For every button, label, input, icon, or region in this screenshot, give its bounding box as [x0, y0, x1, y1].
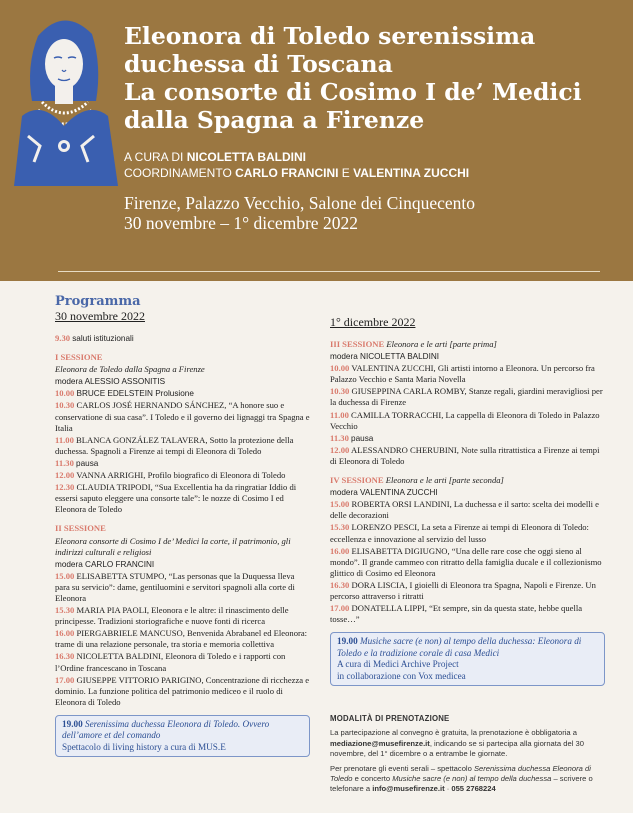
item-text: MARIA PIA PAOLI, Eleonora e le altre: il rinascimento delle principesse. Tradizioni storiografiche e nuove fonti di ricerca [55, 605, 289, 627]
session-label: IV SESSIONE [330, 475, 384, 486]
session-label: I SESSIONE [55, 352, 103, 363]
item-text: LORENZO PESCI, La seta a Firenze ai tempi di Eleonora di Toledo: eccellenza e innovazione al servizio del lusso [330, 522, 589, 544]
item-text: Eleonora e le arti [parte seconda] [385, 475, 504, 486]
item-text: CARLOS JOSÉ HERNANDO SÁNCHEZ, “A honore suo e conservatione di sua casa”. I Toledo e il governo dei lignaggi tra Spagna e Italia [55, 400, 310, 433]
divider [58, 271, 600, 272]
box-time: 19.00 [62, 718, 83, 729]
program-item [330, 445, 605, 467]
program-item [55, 571, 310, 604]
item-time: 16.00 [55, 628, 75, 639]
item-text: Eleonora de Toledo dalla Spagna a Firenze [55, 364, 205, 375]
info-email-link[interactable]: info@musefirenze.it [372, 784, 445, 794]
program-item [55, 628, 310, 650]
item-text: GIUSEPPINA CARLA ROMBY, Stanze regali, giardini meravigliosi per la duchessa di Firenze [330, 386, 603, 408]
box-title: Serenissima duchessa Eleonora di Toledo. Ovvero dell’amore et del comando [62, 718, 270, 741]
item-time: 9.30 [55, 333, 71, 343]
program-item [55, 376, 310, 387]
program-item [330, 386, 605, 408]
item-text: BRUCE EDELSTEIN Prolusione [76, 389, 194, 399]
event-dates: 30 novembre – 1° dicembre 2022 [124, 213, 358, 233]
program-item [55, 435, 310, 457]
booking-info [330, 714, 610, 799]
item-time: 16.30 [55, 651, 75, 662]
item-text: Eleonora e le arti [parte prima] [386, 339, 497, 349]
item-time: 10.30 [55, 400, 75, 411]
day1-items [55, 333, 310, 708]
program-item [55, 470, 310, 481]
program-item [330, 499, 605, 521]
box-subtitle: A cura di Medici Archive Project [337, 659, 459, 670]
box-title: Musiche sacre (e non) al tempo della duchessa: Eleonora di Toledo e la tradizione corale di casa Medici [337, 636, 582, 658]
item-time: 10.00 [55, 388, 75, 399]
spacer [55, 345, 310, 352]
day2-evening-box [330, 632, 605, 686]
box-subtitle: in collaborazione con Vox medicea [337, 670, 466, 681]
item-time: 17.00 [330, 603, 350, 614]
program-item [330, 580, 605, 602]
day2-items [330, 339, 605, 625]
item-time: 10.00 [330, 363, 350, 374]
title-line: Eleonora di Toledo serenissima [124, 22, 536, 50]
day1-date: 30 novembre 2022 [55, 309, 145, 323]
program-item [55, 400, 310, 433]
program-item [55, 651, 310, 673]
credits [124, 150, 624, 181]
spacer [55, 516, 310, 523]
item-time: 16.00 [330, 545, 350, 556]
title-line: duchessa di Toscana [124, 50, 393, 78]
item-text: CAMILLA TORRACCHI, La cappella di Eleonora di Toledo in Palazzo Vecchio [330, 409, 600, 431]
program-item [330, 363, 605, 385]
venue-dates [124, 193, 624, 233]
program-item [55, 388, 310, 399]
item-text: ELISABETTA STUMPO, “Las personas que la Duquessa lleva para su servicio”: dame, gentiluomini e servitori spagnoli alla corte di Eleonora [55, 570, 295, 603]
box-subtitle: Spettacolo di living history a cura di MUS.E [62, 741, 226, 752]
item-text: modera NICOLETTA BALDINI [330, 352, 440, 362]
item-time: 16.30 [330, 579, 350, 590]
program-item [330, 487, 605, 498]
program-item [55, 364, 310, 375]
item-text: VALENTINA ZUCCHI, Gli artisti intorno a Eleonora. Un percorso fra Palazzo Vecchio e Santa Maria Novella [330, 363, 595, 385]
item-text: NICOLETTA BALDINI, Eleonora di Toledo e i rapporti con l’Ordine francescano in Toscana [55, 651, 286, 673]
program-item [55, 536, 310, 558]
item-time: 12.30 [55, 482, 75, 493]
booking-heading: MODALITÀ DI PRENOTAZIONE [330, 714, 450, 723]
program-item [55, 523, 310, 534]
program-item [55, 458, 310, 469]
item-time: 11.00 [330, 409, 349, 420]
booking-email-link[interactable]: mediazione@musefirenze.it [330, 738, 430, 748]
item-time: 15.30 [55, 605, 75, 616]
item-text: VANNA ARRIGHI, Profilo biografico di Eleonora di Toledo [76, 470, 286, 481]
box-time: 19.00 [337, 636, 358, 647]
coordinator-name: CARLO FRANCINI [235, 165, 339, 180]
header-banner [0, 0, 633, 300]
item-text: saluti istituzionali [72, 334, 134, 343]
curator-name: NICOLETTA BALDINI [186, 150, 307, 164]
item-text: ELISABETTA DIGIUGNO, “Una delle rare cose che oggi sieno al mondo”. Il grande cammeo con ritratto della famiglia ducale e il collezionismo glittico di Cosimo ed Eleonora [330, 545, 602, 578]
item-text: pausa [76, 458, 99, 468]
program-item [55, 333, 310, 344]
event-title [124, 22, 624, 134]
program-item [55, 605, 310, 627]
program-item [330, 351, 605, 362]
curated-prefix: A CURA DI [124, 150, 187, 164]
item-time: 15.30 [330, 522, 350, 533]
item-time: 10.30 [330, 386, 350, 397]
day1-evening-box [55, 715, 310, 758]
item-time: 11.30 [330, 432, 349, 443]
item-text: pausa [351, 433, 374, 443]
item-text: BLANCA GONZÁLEZ TALAVERA, Sotto la protezione della duchessa. Spagnoli a Firenze ai tempi di Eleonora di Toledo [55, 434, 294, 456]
item-text: GIUSEPPE VITTORIO PARIGINO, Concentrazione di ricchezza e dominio. La funzione politica del patrimonio mediceo e il ruolo di Eleonora di Toledo [55, 674, 310, 707]
program-panel [0, 281, 633, 813]
item-text: DONATELLA LIPPI, “Et sempre, sin da questa state, hebbe quella tosse…” [330, 603, 583, 625]
item-time: 15.00 [330, 499, 350, 510]
session-label: II SESSIONE [55, 523, 106, 534]
spacer [330, 468, 605, 475]
coord-prefix: COORDINAMENTO [124, 165, 236, 180]
program-item [330, 475, 605, 486]
item-text: modera CARLO FRANCINI [55, 559, 155, 569]
session-label: III SESSIONE [330, 339, 385, 349]
day2-date: 1° dicembre 2022 [330, 315, 416, 329]
day2-column [330, 315, 605, 686]
item-text: PIERGABRIELE MANCUSO, Benvenida Abrabanel ed Eleonora: trame di una relazione personale, tra storia e memoria collettiva [55, 628, 308, 650]
item-text: ALESSANDRO CHERUBINI, Note sulla ritrattistica a Firenze ai tempi di Eleonora di Toledo [330, 444, 600, 466]
title-line: La consorte di Cosimo I de’ Medici [124, 78, 582, 106]
program-item [330, 603, 605, 625]
coordinator-name: VALENTINA ZUCCHI [353, 165, 470, 180]
item-text: modera ALESSIO ASSONITIS [55, 377, 166, 387]
item-time: 11.30 [55, 457, 74, 468]
phone-number[interactable]: 055 2768224 [451, 784, 496, 794]
program-item [330, 522, 605, 544]
title-line: dalla Spagna a Firenze [124, 106, 425, 134]
eleonora-portrait-image [8, 6, 120, 186]
program-item [55, 352, 310, 363]
item-time: 15.00 [55, 570, 75, 581]
item-time: 17.00 [55, 674, 75, 685]
booking-paragraph: Per prenotare gli eventi serali – spettacolo Serenissima duchessa Eleonora di Toledo e concerto Musiche sacre (e non) al tempo della duchessa – scrivere o telefonare a info@musefirenze.it · 055 2768224 [330, 763, 593, 794]
program-item [55, 482, 310, 515]
item-text: CLAUDIA TRIPODI, “Sua Excellentia ha da ringratiar Iddio di essersi saputo eleggere una consorte tale”: le nozze di Cosimo I ed Eleonora de Toledo [55, 482, 297, 515]
item-text: Eleonora consorte di Cosimo I de’ Medici la corte, il patrimonio, gli indirizzi culturali e religiosi [55, 535, 291, 557]
item-time: 12.00 [55, 470, 75, 481]
program-heading: Programma [55, 294, 141, 309]
program-item [330, 339, 605, 350]
item-text: ROBERTA ORSI LANDINI, La duchessa e il sarto: scelta dei modelli e delle decorazioni [330, 499, 599, 521]
program-item [330, 433, 605, 444]
item-time: 11.00 [55, 434, 74, 445]
program-item [330, 546, 605, 579]
program-item [330, 410, 605, 432]
item-text: modera VALENTINA ZUCCHI [330, 488, 438, 498]
venue: Firenze, Palazzo Vecchio, Salone dei Cinquecento [124, 193, 476, 213]
item-text: DORA LISCIA, I gioielli di Eleonora tra Spagna, Napoli e Firenze. Un percorso attraverso i ritratti [330, 579, 596, 601]
item-time: 12.00 [330, 444, 350, 455]
coord-and: E [338, 165, 354, 180]
booking-paragraph: La partecipazione al convegno è gratuita, la prenotazione è obbligatoria a mediazione@musefirenze.it, indicando se si partecipa alla giornata del 30 novembre, del 1° dicembre o a entrambe le giornate. [330, 728, 584, 759]
program-item [55, 675, 310, 708]
day1-column [55, 295, 310, 757]
program-item [55, 559, 310, 570]
